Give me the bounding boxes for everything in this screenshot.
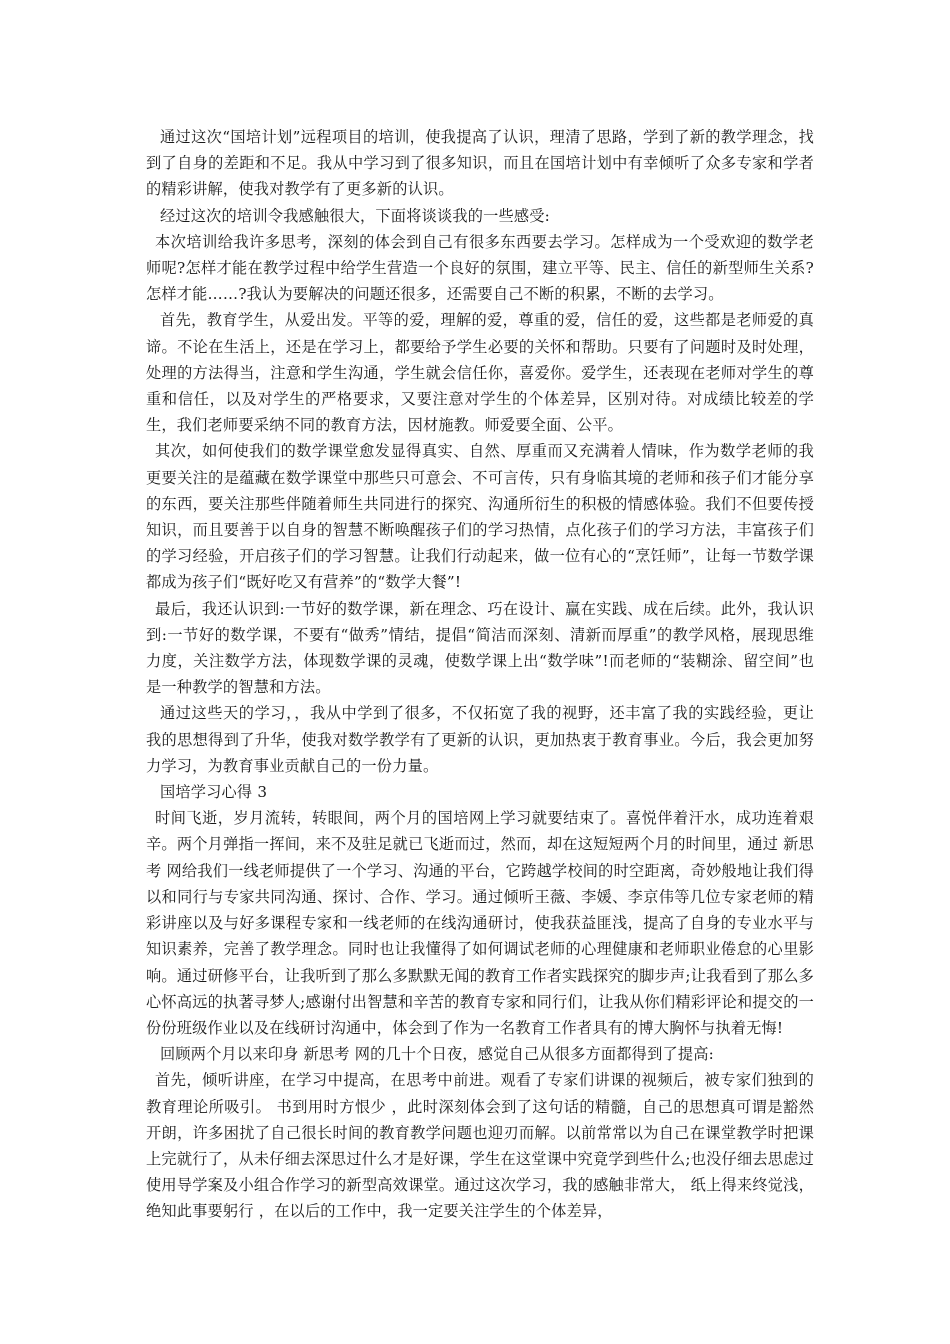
paragraph-reflection: 本次培训给我许多思考，深刻的体会到自己有很多东西要去学习。怎样成为一个受欢迎的数学老师呢?怎样才能在教学过程中给学生营造一个良好的氛围，建立平等、民主、信任的新型师生关系?怎样才能……?我认为要解决的问题还很多，还需要自己不断的积累，不断的去学习。 [146,232,814,304]
paragraph-lectures: 首先，倾听讲座，在学习中提高，在思考中前进。观看了专家们讲课的视频后，被专家们独到的教育理论所吸引。 书到用时方恨少 ，此时深刻体会到了这句话的精髓，自己的思想真可谓是豁然开朗，许多困扰了自己很长时间的教育教学问题也迎刃而解。以前常常以为自己在课堂教学时把课上完就行了，从未仔细去深思过什么才是好课，学生在这堂课中究竟学到些什么;也没仔细去思虑过使用导学案及小组合作学习的新型高效课堂。通过这次学习，我的感触非常大， 纸上得来终觉浅，绝知此事要躬行 ，在以后的工作中，我一定要关注学生的个体差异， [146,1071,814,1221]
paragraph-summary: 通过这些天的学习，，我从中学到了很多，不仅拓宽了我的视野，还丰富了我的实践经验，更让我的思想得到了升华，使我对数学教学有了更新的认识，更加热衷于教育事业。今后，我会更加努力学习，为教育事业贡献自己的一份力量。 [146,704,814,775]
paragraph-last-lesson: 最后，我还认识到:一节好的数学课，新在理念、巧在设计、赢在实践、成在后续。此外，我认识到:一节好的数学课，不要有“做秀”情结，提倡“简洁而深刻、清新而厚重”的教学风格，展现思维力度，关注数学方法，体现数学课的灵魂，使数学课上出“数学味”!而老师的“装糊涂、留空间”也是一种教学的智慧和方法。 [146,599,814,697]
paragraph-second-classroom: 其次，如何使我们的数学课堂愈发显得真实、自然、厚重而又充满着人情味，作为数学老师的我更要关注的是蕴藏在数学课堂中那些只可意会、不可言传，只有身临其境的老师和孩子们才能分享的东西，要关注那些伴随着师生共同进行的探究、沟通所衍生的积极的情感体验。我们不但要传授知识，而且要善于以自身的智慧不断唤醒孩子们的学习热情，点化孩子们的学习方法，丰富孩子们的学习经验，开启孩子们的学习智慧。让我们行动起来，做一位有心的“烹饪师”，让每一节数学课都成为孩子们“既好吃又有营养”的“数学大餐”! [146,442,814,592]
paragraph-intro: 通过这次“国培计划”远程项目的培训，使我提高了认识，理清了思路，学到了新的教学理念，找到了自身的差距和不足。我从中学习到了很多知识，而且在国培计划中有幸倾听了众多专家和学者的精彩讲解，使我对教学有了更多新的认识。 [146,128,814,199]
paragraph-first-love: 首先，教育学生，从爱出发。平等的爱，理解的爱，尊重的爱，信任的爱，这些都是老师爱的真谛。不论在生活上，还是在学习上，都要给予学生必要的关怀和帮助。只要有了问题时及时处理，处理的方法得当，注意和学生沟通，学生就会信任你，喜爱你。爱学生，还表现在老师对学生的尊重和信任，以及对学生的严格要求，又要注意对学生的个体差异，区别对待。对成绩比较差的学生，我们老师要采纳不同的教育方法，因材施教。师爱要全面、公平。 [146,311,814,435]
paragraph-review: 回顾两个月以来印身 新思考 网的几十个日夜，感觉自己从很多方面都得到了提高: [160,1045,714,1064]
paragraph-feelings-lead: 经过这次的培训令我感触很大，下面将谈谈我的一些感受: [160,206,551,225]
document-body [146,124,814,1225]
section-heading: 国培学习心得 3 [160,783,268,802]
paragraph-time-flies: 时间飞逝，岁月流转，转眼间，两个月的国培网上学习就要结束了。喜悦伴着汗水，成功连着艰辛。两个月弹指一挥间，来不及驻足就已飞逝而过，然而，却在这短短两个月的时间里，通过 新思考 网给我们一线老师提供了一个学习、沟通的平台，它跨越学校间的时空距离，奇妙般地让我们得以和同行与专家共同沟通、探讨、合作、学习。通过倾听王薇、李媛、李京伟等几位专家老师的精彩讲座以及与好多课程专家和一线老师的在线沟通研讨，使我获益匪浅，提高了自身的专业水平与知识素养，完善了教学理念。同时也让我懂得了如何调试老师的心理健康和老师职业倦怠的心里影响。通过研修平台，让我听到了那么多默默无闻的教育工作者实践探究的脚步声;让我看到了那么多心怀高远的执著寻梦人;感谢付出智慧和辛苦的教育专家和同行们，让我从你们精彩评论和提交的一份份班级作业以及在线研讨沟通中，体会到了作为一名教育工作者具有的博大胸怀与执着无悔! [146,809,814,1037]
